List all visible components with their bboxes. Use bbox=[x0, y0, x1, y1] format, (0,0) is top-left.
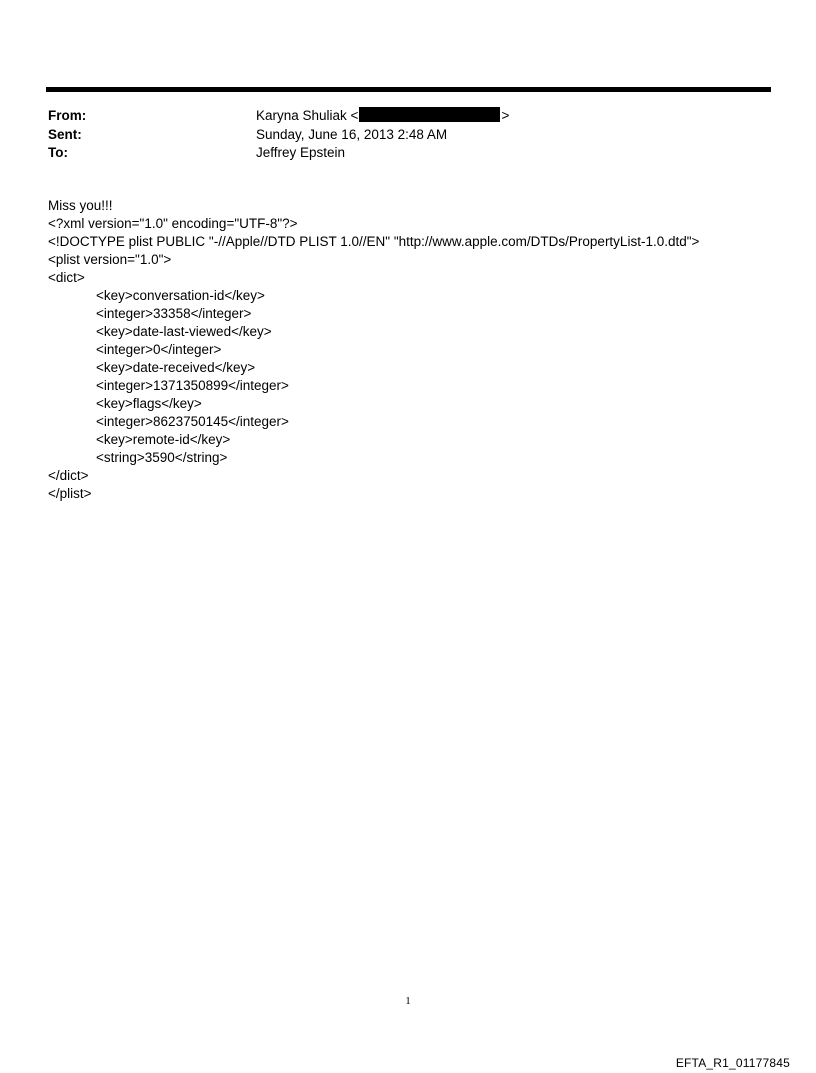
dict-close-line: </dict> bbox=[48, 468, 89, 483]
dict-entry-line: <integer>8623750145</integer> bbox=[96, 414, 289, 429]
doctype-line: <!DOCTYPE plist PUBLIC "-//Apple//DTD PLIST 1.0//EN" "http://www.apple.com/DTDs/PropertyList-1.0.dtd"> bbox=[48, 234, 700, 249]
from-value bbox=[256, 107, 509, 126]
to-value: Jeffrey Epstein bbox=[256, 145, 346, 160]
dict-entry-line: <key>flags</key> bbox=[96, 396, 202, 411]
from-name: Karyna Shuliak < bbox=[256, 108, 359, 123]
sent-value: Sunday, June 16, 2013 2:48 AM bbox=[256, 126, 448, 142]
dict-entry-line: <string>3590</string> bbox=[96, 450, 228, 465]
to-row bbox=[48, 144, 748, 163]
header-divider-rule bbox=[46, 87, 771, 92]
dict-entry-line: <key>date-last-viewed</key> bbox=[96, 324, 272, 339]
dict-entry-line: <integer>0</integer> bbox=[96, 342, 222, 357]
document-id-stamp: EFTA_R1_01177845 bbox=[675, 1056, 790, 1070]
from-suffix: > bbox=[501, 108, 510, 123]
to-label: To: bbox=[48, 145, 68, 160]
plist-open-line: <plist version="1.0"> bbox=[48, 252, 172, 267]
xml-declaration-line: <?xml version="1.0" encoding="UTF-8"?> bbox=[48, 216, 298, 231]
page-number: 1 bbox=[405, 995, 411, 1007]
greeting-line: Miss you!!! bbox=[48, 198, 113, 213]
dict-entry-line: <key>remote-id</key> bbox=[96, 432, 231, 447]
sent-row bbox=[48, 126, 748, 145]
sent-label: Sent: bbox=[48, 126, 82, 142]
from-row bbox=[48, 107, 748, 126]
dict-entry-line: <integer>1371350899</integer> bbox=[96, 378, 289, 393]
from-label: From: bbox=[48, 108, 87, 123]
dict-open-line: <dict> bbox=[48, 270, 85, 285]
dict-entry-line: <integer>33358</integer> bbox=[96, 306, 252, 321]
plist-close-line: </plist> bbox=[48, 486, 92, 501]
email-header bbox=[48, 107, 748, 163]
dict-entry-line: <key>conversation-id</key> bbox=[96, 288, 265, 303]
email-body bbox=[48, 197, 788, 503]
redaction-block bbox=[359, 107, 500, 122]
dict-entry-line: <key>date-received</key> bbox=[96, 360, 256, 375]
